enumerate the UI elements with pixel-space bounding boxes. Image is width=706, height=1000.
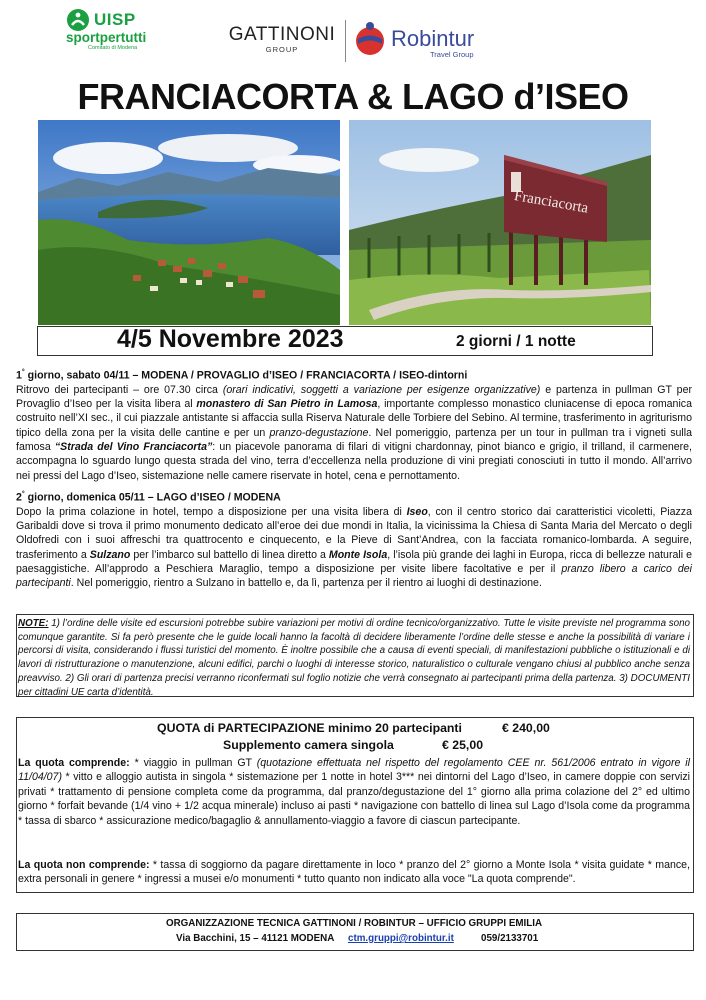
price-value: € 240,00	[502, 721, 550, 735]
trip-duration: 2 giorni / 1 notte	[456, 333, 576, 350]
gattinoni-logo	[222, 24, 342, 60]
lake-iseo-photo	[38, 120, 340, 325]
notes-label: NOTE:	[18, 618, 49, 629]
day1-heading: 1° giorno, sabato 04/11 – MODENA / PROVAGLIO d’ISEO / FRANCIACORTA / ISEO-dintorni	[16, 369, 468, 382]
uisp-logo	[66, 8, 176, 66]
footer-address: Via Bacchini, 15 – 41121 MODENA	[176, 933, 335, 944]
uisp-committee: Comitato di Modena	[88, 45, 138, 51]
single-supplement-value: € 25,00	[442, 738, 484, 752]
footer-email-link[interactable]: ctm.gruppi@robintur.it	[348, 933, 454, 944]
footer-phone: 059/2133701	[481, 933, 539, 944]
price-excludes: La quota non comprende: * tassa di soggiorno da pagare direttamente in loco * pranzo del 2° giorno a Monte Isola * visita guidate * mance, extra personali in genere * ingressi a musei e/o monumenti * tutto quanto non indicato alla voce "La quota comprende".	[18, 859, 690, 886]
day2-section	[16, 488, 692, 591]
trip-dates: 4/5 Novembre 2023	[117, 325, 344, 353]
uisp-name: UISP	[94, 10, 136, 29]
robintur-tagline: Travel Group	[430, 50, 474, 59]
logo-divider	[345, 20, 346, 62]
robintur-name: Robintur	[391, 26, 475, 51]
day1-description: Ritrovo dei partecipanti – ore 07.30 circa (orari indicativi, soggetti a variazione per esigenze organizzative) e partenza in pullman GT per Provaglio d’Iseo per la visita libera al monastero di San Pietro in Lamosa, importante complesso monastico cluniacense di epoca romanica costruito nell’XI sec., il cui piazzale antistante si affaccia sulla Riserva Naturale delle Torbiere del Sebino. Al termine, trasferimento in agriturismo tipico della zona per la visita delle cantine e per un pranzo-degustazione. Nel pomeriggio, partenza per un tour in pullman tra i vigneti sulla famosa “Strada del Vino Franciacorta”: un piacevole panorama di filari di vitigni chardonnay, pinot bianco e grigio, il trilland, il carmenere, accompagna lo sguardo lungo questa strada del vino, terra d’eccellenza nella produzione di vini pregiati conosciuti in tutto il mondo. All’arrivo nei pressi del Lago d’Iseo, sistemazione nelle camere riservate in hotel, cena e pernottamento.	[16, 383, 693, 482]
price-includes: La quota comprende: * viaggio in pullman GT (quotazione effettuata nel rispetto del regolamento CEE nr. 561/2006 entrato in vigore il 11/04/07) * vitto e alloggio autista in singola * sistemazione per 1 notte in hotel 3*** nei dintorni del Lago d’Iseo, in camere doppie con servizi privati * trattamento di pensione completa come da programma, dal pranzo/degustazione del 1° giorno alla prima colazione del 2° ed ultimo giorno * forfait bevande (1/4 vino + 1/2 acqua minerale) incluso ai pasti * navigazione con battello di linea sul Lago d’Isola come da programma * tassa di sbarco * assicurazione medico/bagaglio & annullamento-viaggio a favore di ciascun partecipante.	[18, 757, 690, 827]
footer-organizer: ORGANIZZAZIONE TECNICA GATTINONI / ROBINTUR – UFFICIO GRUPPI EMILIA	[165, 918, 543, 929]
gattinoni-group: GROUP	[265, 45, 299, 54]
price-title: QUOTA di PARTECIPAZIONE minimo 20 partecipanti	[157, 721, 462, 735]
single-supplement-label: Supplemento camera singola	[223, 738, 394, 752]
franciacorta-sign-photo	[349, 120, 651, 325]
sign-text: Franciacorta	[512, 187, 590, 217]
day2-heading: 2° giorno, domenica 05/11 – LAGO d’ISEO / MODENA	[16, 491, 281, 504]
day2-description: Dopo la prima colazione in hotel, tempo a disposizione per una visita libera di Iseo, con il centro storico dai caratteristici vicoletti, Piazza Garibaldi dove si trova il primo monumento dedicato all’eroe dei due mondi in Italia, la vicinissima la Chiesa di Santa Maria del Mercato o degli Oldofredi con i suoi affreschi tra quattrocento e cinquecento, e la Pieve di Sant’Andrea, con la facciata romanico-lombarda. A seguire, trasferimento a Sulzano per l’imbarco sul battello di linea diretto a Monte Isola, l’isola più grande dei laghi in Europa, ricca di bellezze naturali e paesaggistiche. All’approdo a Peschiera Maraglio, tempo a disposizione per visite libere facoltative e per il pranzo libero a carico dei partecipanti. Nel pomeriggio, rientro a Sulzano in battello e, da lì, partenza per il rientro ai luoghi di destinazione.	[16, 505, 692, 590]
uisp-tagline: sportpertutti	[66, 30, 147, 45]
notes-text: NOTE: 1) l’ordine delle visite ed escursioni potrebbe subire variazioni per motivi di ordine tecnico/organizzativo. Tutte le visite previste nel programma sono comunque garantite. Si fa però presente che le guide locali hanno la facoltà di decidere liberamente l’ordine delle stesse e anche la possibilità di variare i percorsi di visita, considerando i flussi turistici del momento. È inoltre possibile che a causa di eventi speciali, di manifestazioni pubbliche o istituzionali e di lavori di ristrutturazione o manutenzione, alcuni edifici, parchi o luoghi di interesse storico, naturalistico o culturale vengano chiusi al pubblico anche senza preavviso. 2) Gli orari di partenza precisi verranno riconfermati sul foglio notizie che verrà consegnato ai partecipanti prima della partenza. 3) DOCUMENTI per cittadini UE carta d’identità.	[18, 618, 690, 698]
robintur-emblem-icon	[354, 20, 386, 58]
day1-section	[16, 366, 692, 483]
page-title: FRANCIACORTA & LAGO d’ISEO	[77, 76, 629, 117]
gattinoni-name: GATTINONI	[228, 24, 336, 45]
uisp-emblem-icon	[66, 8, 90, 32]
